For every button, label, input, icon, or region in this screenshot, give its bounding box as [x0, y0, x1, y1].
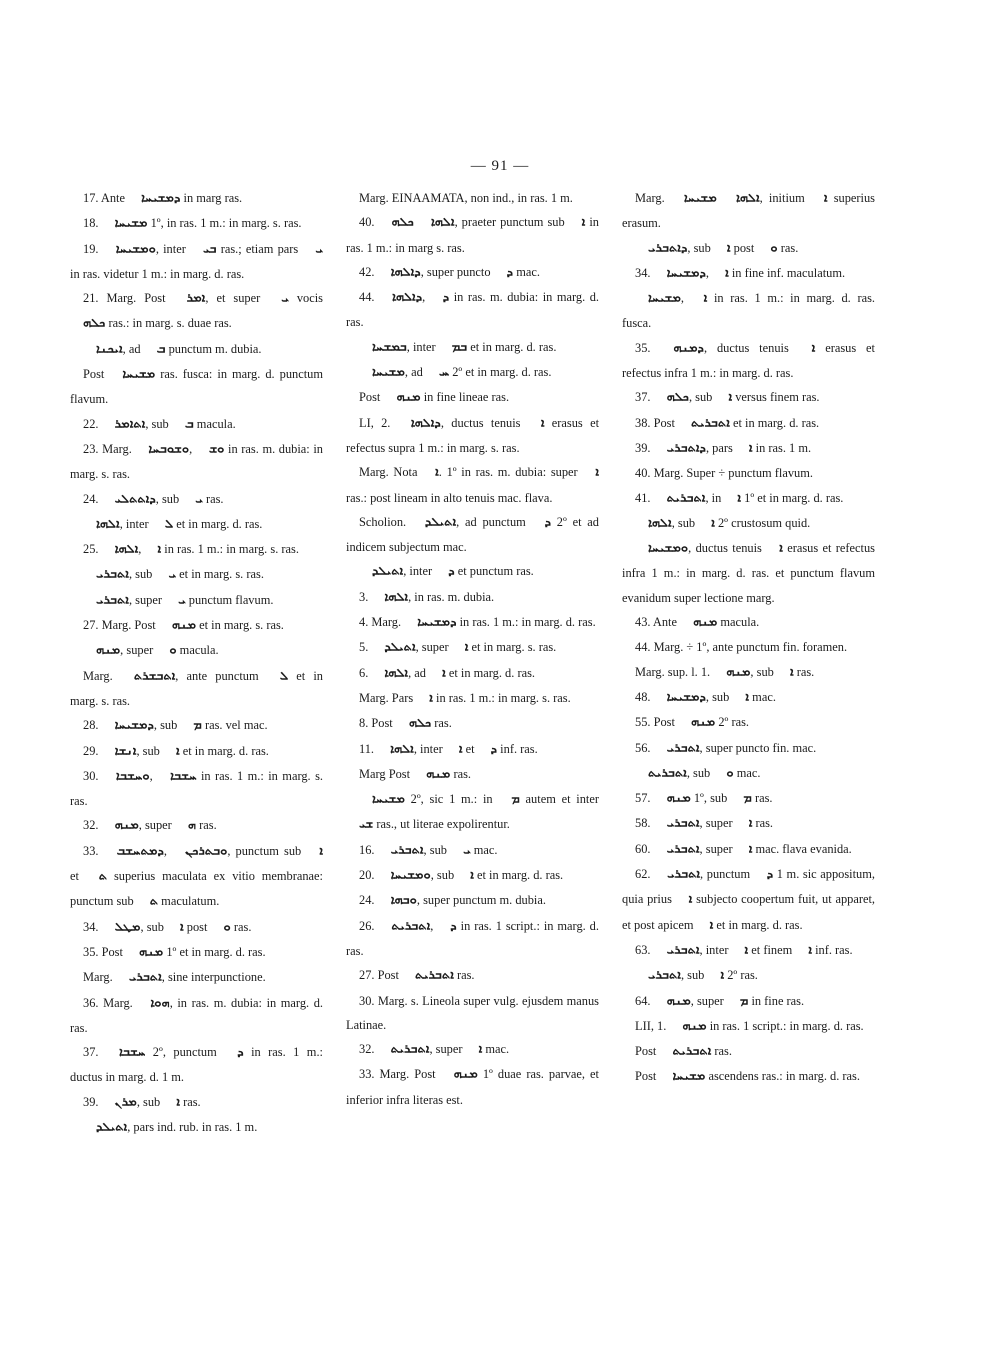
syriac-word: ܡ — [743, 792, 752, 806]
note-paragraph: Marg. ܐܬܒܪܝ, sine interpunctione. — [70, 965, 323, 990]
syriac-word: ܡܢܗ — [426, 768, 451, 781]
syriac-word: ܡܢܗ — [114, 819, 139, 833]
note-paragraph: Marg. Pars ܐ in ras. 1 m.: in marg. s. ras. — [346, 686, 599, 711]
syriac-word: ܡܪܢ — [114, 1095, 137, 1109]
syriac-word: ܐ — [703, 292, 708, 306]
syriac-word: ܒܝ — [203, 242, 217, 256]
note-paragraph: ܡܫܝܚܐ 2º, sic 1 m.: in ܡ autem et inter ܫܝ ras., ut literae expolirentur. — [346, 787, 599, 838]
note-paragraph: 8. Post ܟܠܗ ras. — [346, 711, 599, 736]
syriac-word: ܒ — [156, 343, 166, 356]
page-number: — 91 — — [470, 158, 530, 174]
syriac-word: ܡܛܠ — [114, 920, 141, 934]
syriac-word: ܕܡܫܝܚܐ — [141, 192, 181, 205]
syriac-word: ܐ — [595, 466, 599, 480]
syriac-word: ܟܠܗ — [408, 717, 432, 731]
note-paragraph: ܕܐܬܒܪܝ, sub ܐ post ܘ ras. — [622, 236, 875, 261]
note-paragraph: 35. Post ܡܢܗ 1º et in marg. d. ras. — [70, 940, 323, 965]
syriac-word: ܐܬܒܪܝ — [648, 969, 681, 983]
syriac-word: ܐܬܒܪܝ — [666, 741, 700, 755]
syriac-word: ܐܬܒܪܝܬ — [691, 416, 730, 430]
syriac-word: ܐܬܒܪܝ — [666, 944, 700, 957]
syriac-word: ܒܡܫܚܐ — [372, 341, 407, 354]
note-paragraph: 63. ܐܬܒܪܝ, inter ܐ et finem ܐ inf. ras. — [622, 938, 875, 963]
syriac-word: ܠ — [279, 669, 289, 683]
note-paragraph: ܐܝܟܢܐ, ad ܒ punctum m. dubia. — [70, 337, 323, 362]
note-paragraph: 21. Marg. Post ܐܡܪ, et super ܝ vocis ܟܠܗ ras.: in marg. s. duae ras. — [70, 286, 323, 337]
syriac-word: ܐ — [779, 542, 783, 556]
note-paragraph: 27. Marg. Post ܡܢܗ et in marg. s. ras. — [70, 613, 323, 638]
syriac-word: ܡܫܝܚܐ — [672, 1070, 706, 1084]
syriac-word: ܕܡܫܝܚܐ — [417, 616, 457, 630]
note-paragraph: 3. ܐܠܗܐ, in ras. m. dubia. — [346, 585, 599, 610]
syriac-word: ܡܢܗ — [171, 619, 197, 633]
syriac-word: ܬ — [98, 870, 108, 883]
syriac-word: ܝ — [281, 292, 289, 306]
note-paragraph: 62. ܐܬܒܪܝ, punctum ܕ 1 m. sic appositum, quia prius ܐ subjecto coopertum fuit, ut apparet, et post apicem ܐ et in marg. d. ras. — [622, 862, 875, 938]
syriac-word: ܡܢܗ — [96, 644, 121, 658]
syriac-word: ܕܐܠܗܐ — [410, 416, 441, 430]
syriac-word: ܐ — [725, 267, 729, 280]
syriac-word: ܐ — [728, 391, 733, 405]
syriac-word: ܐ — [180, 920, 184, 934]
syriac-word: ܐܬܒܪܝ — [666, 842, 700, 856]
note-paragraph: ܐܬܒܪܝ, super ܝ punctum flavum. — [70, 588, 323, 613]
note-paragraph: 6. ܐܠܗܐ, ad ܐ et in marg. d. ras. — [346, 661, 599, 686]
note-paragraph: Marg. sup. l. 1. ܡܢܗ, sub ܐ ras. — [622, 660, 875, 685]
note-paragraph: LI, 2. ܕܐܠܗܐ, ductus tenuis ܐ erasus et refectus supra 1 m.: in marg. s. ras. — [346, 411, 599, 461]
syriac-word: ܐ — [435, 466, 439, 480]
note-paragraph: ܐܬܒܪܝ, sub ܝ et in marg. s. ras. — [70, 562, 323, 587]
syriac-word: ܘ — [223, 920, 231, 934]
note-paragraph: 36. Marg. ܗܘܐ, in ras. m. dubia: in marg. d. ras. — [70, 991, 323, 1041]
note-paragraph: 16. ܐܬܒܪܝ, sub ܝ mac. — [346, 838, 599, 863]
syriac-word: ܕ — [506, 266, 514, 279]
note-paragraph: 29. ܐܢܫܐ, sub ܐ et in marg. d. ras. — [70, 739, 323, 764]
note-paragraph: ܐܬܒܪܝܬ, sub ܘ mac. — [622, 761, 875, 786]
syriac-word: ܕ — [448, 565, 455, 579]
syriac-word: ܡܢܗ — [682, 1020, 707, 1033]
syriac-word: ܘܫܘܒܚܐ — [148, 443, 190, 456]
syriac-word: ܐܬܐܡܪ — [114, 417, 146, 431]
note-paragraph: 30. Marg. s. Lineola super vulg. ejusdem manus Latinae. — [346, 993, 599, 1032]
syriac-word: ܕܐܠܗܐ — [392, 291, 423, 305]
syriac-word: ܕܐܬܒܪܝ — [648, 241, 688, 255]
note-paragraph: 37. ܚܫܒܐ 2º, punctum ܕ in ras. 1 m.: ductus in marg. d. 1 m. — [70, 1040, 323, 1090]
syriac-word: ܘܚܫܒܐ — [115, 770, 150, 783]
syriac-word: ܐܬܒܪܝܬ — [666, 491, 706, 505]
note-paragraph: 20. ܘܡܫܝܚܐ, sub ܐ et in marg. d. ras. — [346, 863, 599, 888]
note-paragraph: 56. ܐܬܒܪܝ, super puncto fin. mac. — [622, 736, 875, 761]
syriac-word: ܐܡܪ — [186, 292, 206, 306]
note-paragraph: 34. ܡܛܠ, sub ܐ post ܘ ras. — [70, 915, 323, 940]
note-paragraph: 32. ܡܢܗ, super ܗ ras. — [70, 813, 323, 838]
syriac-word: ܐܠܗܐ — [96, 518, 120, 531]
syriac-word: ܕܡܫܝܚܐ — [666, 267, 706, 280]
note-paragraph: 42. ܕܐܠܗܐ, super puncto ܕ mac. — [346, 260, 599, 285]
syriac-word: ܗܘܐ — [150, 996, 170, 1010]
syriac-word: ܐ — [478, 1043, 483, 1057]
syriac-word: ܡܢܗ — [666, 792, 691, 806]
note-paragraph: 38. Post ܐܬܒܪܝܬ et in marg. d. ras. — [622, 411, 875, 436]
syriac-word: ܝ — [178, 593, 186, 607]
note-paragraph: Post ܡܢܗ in fine lineae ras. — [346, 385, 599, 410]
note-paragraph: Marg. Nota ܐ. 1º in ras. m. dubia: super ܐ ras.: post lineam in alto tenuis mac. flava. — [346, 460, 599, 510]
syriac-word: ܐܝܟܢܐ — [96, 343, 123, 356]
note-paragraph: 4. Marg. ܕܡܫܝܚܐ in ras. 1 m.: in marg. d. ras. — [346, 610, 599, 635]
syriac-word: ܒ — [184, 417, 194, 431]
note-paragraph: ܡܢܗ, super ܘ macula. — [70, 638, 323, 663]
column-middle — [346, 186, 599, 1112]
syriac-word: ܐܬܒܪܝ — [128, 971, 162, 985]
syriac-word: ܐ — [429, 692, 433, 705]
syriac-word: ܡܢܗ — [726, 665, 751, 679]
syriac-word: ܐܠܗܐ — [648, 517, 672, 530]
note-paragraph: LII, 1. ܡܢܗ in ras. 1 script.: in marg. d. ras. — [622, 1014, 875, 1039]
syriac-word: ܕܐܬܒܪܝ — [666, 442, 706, 455]
syriac-word: ܕܡܫܝܚܐ — [666, 691, 706, 704]
syriac-word: ܕܡܫܝܚܐ — [114, 719, 154, 733]
syriac-word: ܐ — [157, 543, 162, 557]
syriac-word: ܐ — [789, 665, 794, 679]
syriac-word: ܟܠܗ — [83, 317, 106, 331]
note-paragraph: Marg Post ܡܢܗ ras. — [346, 762, 599, 787]
note-paragraph: 39. ܕܐܬܒܪܝ, pars ܐ in ras. 1 m. — [622, 436, 875, 461]
note-paragraph: Post ܐܬܒܪܝܬ ras. — [622, 1039, 875, 1064]
note-paragraph: ܘܡܫܝܚܐ, ductus tenuis ܐ erasus et refectus infra 1 m.: in marg. d. ras. et punctum flavum evanidum super lectione marg. — [622, 536, 875, 610]
syriac-word: ܡܫܝܚܐ — [683, 192, 717, 205]
note-paragraph: 44. ܕܐܠܗܐ, ܕ in ras. m. dubia: in marg. d. ras. — [346, 285, 599, 335]
note-paragraph: 18. ܡܫܝܚܐ 1º, in ras. 1 m.: in marg. s. ras. — [70, 211, 323, 236]
syriac-word: ܘܒܬܪܟܢ — [185, 844, 228, 858]
syriac-word: ܕ — [237, 1046, 244, 1060]
note-paragraph: 23. Marg. ܘܫܘܒܚܐ, ܘܫ in ras. m. dubia: in marg. s. ras. — [70, 437, 323, 487]
syriac-word: ܐܬܒܪܝܬ — [415, 969, 454, 983]
syriac-word: ܐ — [744, 944, 749, 957]
syriac-word: ܐ — [737, 491, 742, 505]
syriac-word: ܐܬܒܫܪܬ — [133, 669, 176, 683]
note-paragraph: 28. ܕܡܫܝܚܐ, sub ܡ ras. vel mac. — [70, 713, 323, 738]
syriac-word: ܐܬܒܪܝܬ — [390, 1043, 430, 1057]
syriac-word: ܐ — [823, 192, 828, 205]
syriac-word: ܐܠܗܐ — [735, 192, 760, 205]
syriac-word: ܡܢܗ — [453, 1068, 478, 1082]
syriac-word: ܐ — [745, 691, 750, 704]
syriac-word: ܐ — [464, 641, 469, 655]
note-paragraph: 41. ܐܬܒܪܝܬ, in ܐ 1º et in marg. d. ras. — [622, 486, 875, 511]
note-paragraph: 64. ܡܢܗ, super ܡ in fine ras. — [622, 989, 875, 1014]
note-paragraph: 24. ܘܒܗܐ, super punctum m. dubia. — [346, 888, 599, 913]
note-paragraph: 24. ܕܐܬܬܠܝ, sub ܝ ras. — [70, 487, 323, 512]
syriac-word: ܚܫܒܐ — [118, 1046, 146, 1060]
syriac-word: ܕ — [442, 291, 450, 305]
note-paragraph: 33. ܕܡܬܚܫܒ, ܘܒܬܪܟܢ, punctum sub ܐ et ܬ superius maculata ex vitio membranae: punctum sub ܬ maculatum. — [70, 839, 323, 915]
syriac-word: ܘ — [169, 644, 177, 658]
syriac-word: ܡܢܗ — [693, 616, 718, 630]
syriac-word: ܐ — [748, 442, 753, 455]
syriac-word: ܐ — [709, 918, 714, 932]
note-paragraph: Post ܡܫܝܚܐ ras. fusca: in marg. d. punctum flavum. — [70, 362, 323, 412]
syriac-word: ܠ — [164, 518, 174, 531]
note-paragraph: ܐܬܒܪܝ, sub ܐ 2º ras. — [622, 963, 875, 988]
syriac-word: ܐ — [688, 893, 693, 907]
syriac-word: ܐ — [175, 744, 180, 758]
syriac-word: ܡ — [193, 719, 202, 733]
note-paragraph: ܐܠܗܐ, sub ܐ 2º crustosum quid. — [622, 511, 875, 536]
syriac-word: ܘ — [726, 767, 734, 780]
note-paragraph: 30. ܘܚܫܒܐ, ܚܫܒܐ in ras. 1 m.: in marg. s. ras. — [70, 764, 323, 814]
syriac-word: ܐܬܒܪܝܬ — [648, 767, 687, 780]
note-paragraph: ܐܬܝܠܕ, pars ind. rub. in ras. 1 m. — [70, 1115, 323, 1140]
syriac-word: ܡܫܝܚܐ — [648, 292, 681, 306]
syriac-word: ܕܡܢܗ — [673, 342, 704, 355]
syriac-word: ܐܬܒܪܝ — [667, 868, 701, 881]
syriac-word: ܐܬܒܪܝ — [390, 843, 424, 857]
syriac-word: ܐܬܝܠܕ — [384, 641, 416, 655]
note-paragraph: 60. ܐܬܒܪܝ, super ܐ mac. flava evanida. — [622, 837, 875, 862]
syriac-word: ܚ — [438, 366, 450, 380]
note-paragraph: 27. Post ܐܬܒܪܝܬ ras. — [346, 963, 599, 988]
syriac-word: ܐܬܒܪܝܬ — [391, 919, 431, 933]
syriac-word: ܚܫܒܐ — [170, 770, 197, 783]
note-paragraph: ܒܡܫܚܐ, inter ܒܡ et in marg. d. ras. — [346, 335, 599, 360]
syriac-word: ܬ — [149, 895, 159, 909]
column-left — [70, 186, 323, 1140]
syriac-word: ܐܠܗܐ — [114, 543, 139, 557]
note-paragraph: Marg. ܡܫܝܚܐ ܐܠܗܐ, initium ܐ superius erasum. — [622, 186, 875, 236]
syriac-word: ܡܢܗ — [396, 391, 421, 405]
syriac-word: ܐܬܝܠܕ — [424, 516, 457, 529]
syriac-word: ܐܢܫܐ — [114, 744, 137, 758]
syriac-word: ܡܫܝܚܐ — [114, 217, 148, 231]
syriac-word: ܐ — [720, 969, 725, 983]
syriac-word: ܐ — [811, 342, 816, 355]
syriac-word: ܡܢܗ — [666, 994, 691, 1008]
syriac-word: ܡܫܝܚܐ — [122, 368, 156, 382]
note-paragraph: 58. ܐܬܒܪܝ, super ܐ ras. — [622, 811, 875, 836]
syriac-word: ܝ — [168, 568, 177, 582]
syriac-word: ܗ — [187, 819, 197, 833]
syriac-word: ܐܬܒܪܝ — [96, 568, 129, 582]
syriac-word: ܐ — [808, 944, 812, 957]
syriac-word: ܐܠܗܐ — [430, 216, 455, 230]
syriac-word: ܘܡܫܝܚܐ — [390, 869, 431, 882]
note-paragraph: Scholion. ܐܬܝܠܕ, ad punctum ܕ 2º et ad indicem subjectum mac. — [346, 510, 599, 560]
note-paragraph: 5. ܐܬܝܠܕ, super ܐ et in marg. s. ras. — [346, 635, 599, 660]
syriac-word: ܐܬܒܪܝܬ — [672, 1045, 712, 1059]
syriac-word: ܝ — [315, 242, 324, 256]
syriac-word: ܕ — [450, 919, 457, 933]
syriac-word: ܐ — [726, 241, 731, 255]
syriac-word: ܐܬܝܠܕ — [96, 1121, 128, 1134]
note-paragraph: 57. ܡܢܗ 1º, sub ܡ ras. — [622, 786, 875, 811]
syriac-word: ܕܐܠܗܐ — [390, 266, 421, 279]
syriac-word: ܐܬܒܪܝ — [96, 593, 129, 607]
syriac-word: ܕ — [544, 516, 552, 529]
syriac-word: ܘܡܫܝܚܐ — [648, 542, 689, 556]
note-paragraph: 37. ܟܠܗ, sub ܐ versus finem ras. — [622, 385, 875, 410]
syriac-word: ܡ — [739, 994, 749, 1008]
syriac-word: ܐ — [581, 216, 586, 230]
syriac-word: ܡܢܗ — [139, 946, 164, 959]
note-paragraph: 19. ܘܡܫܝܚܐ, inter ܒܝ ras.; etiam pars ܝ in ras. videtur 1 m.: in marg. d. ras. — [70, 237, 323, 287]
note-paragraph: 32. ܐܬܒܪܝܬ, super ܐ mac. — [346, 1037, 599, 1062]
note-paragraph: 34. ܕܡܫܝܚܐ, ܐ in fine inf. maculatum. — [622, 261, 875, 286]
note-paragraph: 40. ܟܠܗ ܐܠܗܐ, praeter punctum sub ܐ in ras. 1 m.: in marg s. ras. — [346, 210, 599, 260]
syriac-word: ܟܠܗ — [391, 216, 414, 230]
syriac-word: ܕ — [490, 742, 498, 756]
syriac-word: ܘܡܫܝܚܐ — [115, 242, 156, 256]
syriac-word: ܐ — [711, 517, 715, 530]
syriac-word: ܐ — [540, 416, 545, 430]
note-paragraph: 22. ܐܬܐܡܪ, sub ܒ macula. — [70, 412, 323, 437]
syriac-word: ܐ — [442, 666, 446, 680]
note-paragraph: Marg. ܐܬܒܫܪܬ, ante punctum ܠ et in marg. s. ras. — [70, 664, 323, 714]
note-paragraph: 48. ܕܡܫܝܚܐ, sub ܐ mac. — [622, 685, 875, 710]
syriac-word: ܝ — [195, 492, 203, 506]
syriac-word: ܕ — [766, 868, 774, 881]
syriac-word: ܡܫܝܚܐ — [372, 793, 405, 807]
syriac-word: ܘ — [770, 241, 778, 255]
note-paragraph: 26. ܐܬܒܪܝܬ, ܕ in ras. 1 script.: in marg. d. ras. — [346, 914, 599, 964]
syriac-word: ܡܢܗ — [691, 716, 716, 730]
syriac-word: ܝ — [463, 843, 471, 857]
note-paragraph: ܡܫܝܚܐ, ܐ in ras. 1 m.: in marg. d. ras. fusca. — [622, 286, 875, 336]
syriac-word: ܐ — [319, 844, 323, 858]
note-paragraph: 39. ܡܪܢ, sub ܐ ras. — [70, 1090, 323, 1115]
syriac-word: ܐܬܝܠܕ — [372, 565, 404, 579]
note-paragraph: 44. Marg. ÷ 1º, ante punctum fin. foramen. — [635, 640, 848, 655]
note-paragraph: 25. ܐܠܗܐ, ܐ in ras. 1 m.: in marg. s. ras. — [70, 537, 323, 562]
syriac-word: ܡ — [511, 793, 520, 807]
syriac-word: ܐ — [176, 1095, 180, 1109]
syriac-word: ܐܠܗܐ — [384, 666, 409, 680]
note-paragraph: 55. Post ܡܢܗ 2º ras. — [622, 710, 875, 735]
note-paragraph: ܐܬܝܠܕ, inter ܕ et punctum ras. — [346, 559, 599, 584]
note-paragraph: ܡܫܝܚܐ, ad ܚ 2º et in marg. d. ras. — [346, 360, 599, 385]
note-paragraph: ܐܠܗܐ, inter ܠ et in marg. d. ras. — [70, 512, 323, 537]
syriac-word: ܐ — [748, 842, 753, 856]
syriac-word: ܘܒܗܐ — [390, 894, 417, 908]
note-paragraph: 33. Marg. Post ܡܢܗ 1º duae ras. parvae, et inferior infra literas est. — [346, 1062, 599, 1112]
column-right — [622, 186, 875, 1090]
syriac-word: ܟܠܗ — [666, 391, 689, 405]
note-paragraph: 11. ܐܠܗܐ, inter ܐ et ܕ inf. ras. — [346, 737, 599, 762]
note-paragraph: Marg. ΕΙΝΑΑΜΑΤΑ, non ind., in ras. 1 m. — [359, 191, 573, 205]
syriac-word: ܫܝ — [359, 818, 374, 832]
syriac-word: ܕܡܬܚܫܒ — [116, 844, 164, 858]
syriac-word: ܐܠܗܐ — [384, 590, 409, 604]
note-paragraph: 43. Ante ܡܢܗ macula. — [622, 610, 875, 635]
syriac-word: ܐ — [470, 869, 474, 882]
note-paragraph: 17. Ante ܕܡܫܝܚܐ in marg ras. — [70, 186, 323, 211]
note-paragraph: 40. Marg. Super ÷ punctum flavum. — [635, 466, 813, 481]
syriac-word: ܐ — [458, 742, 463, 756]
syriac-word: ܐܬܒܪܝ — [666, 817, 700, 831]
syriac-word: ܐܠܗܐ — [390, 742, 414, 756]
syriac-word: ܒܡ — [451, 341, 468, 354]
syriac-word: ܘܫ — [208, 443, 225, 456]
note-paragraph: 35. ܕܡܢܗ, ductus tenuis ܐ erasus et refectus infra 1 m.: in marg. d. ras. — [622, 336, 875, 386]
syriac-word: ܐ — [748, 817, 753, 831]
syriac-word: ܡܫܝܚܐ — [372, 366, 405, 380]
syriac-word: ܕܐܬܬܠܝ — [114, 492, 156, 506]
note-paragraph: Post ܡܫܝܚܐ ascendens ras.: in marg. d. ras. — [622, 1064, 875, 1089]
